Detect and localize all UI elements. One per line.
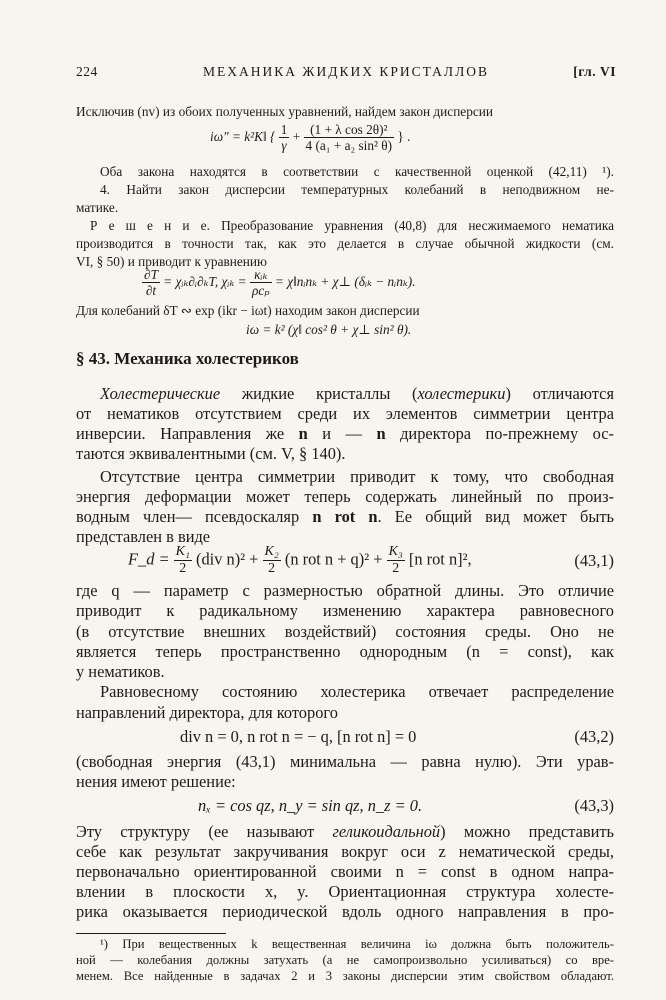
solution-text-line: производится в точности так, как это делается в случае обычной жидкости (см. <box>76 236 614 251</box>
paragraph-line: у нематиков. <box>76 662 165 681</box>
paragraph-line: от нематиков отсутствием среди их элементов симметрии центра <box>76 404 614 423</box>
paragraph-line: влении в плоскости x, y. Ориентационная структура холесте- <box>76 882 614 901</box>
paragraph-line: приводит к радикальному изменению характера равновесного <box>76 601 614 620</box>
paragraph-line: Холестерические жидкие кристаллы (холестерики) отличаются <box>100 384 614 403</box>
paragraph-line: где q — параметр с размерностью обратной длины. Это отличие <box>76 581 614 600</box>
equation-equilibrium: div n = 0, n rot n = − q, [n rot n] = 0 <box>180 727 417 746</box>
solution-text-line: Для колебаний δT ∾ exp (ikr − iωt) находим закон дисперсии <box>76 303 420 318</box>
paragraph-line: нения имеют решение: <box>76 772 236 791</box>
paragraph-line: Равновесному состоянию холестерика отвечает распределение <box>100 682 614 701</box>
page-number: 224 <box>76 64 98 79</box>
paragraph-line: рика оказывается периодической вдоль одного направления в про- <box>76 902 614 921</box>
solution-text-line: Р е ш е н и е. Преобразование уравнения (40,8) для несжимаемого нематика <box>90 218 614 233</box>
paragraph-line: (в отсутствие внешних воздействий) состояния среды. Оно не <box>76 622 614 641</box>
footnote-line: менем. Все найденные в задачах 2 и 3 законы дисперсии этим свойством обладают. <box>76 969 614 983</box>
paragraph-line: таются эквивалентными (см. V, § 140). <box>76 444 346 463</box>
paragraph-line: является теперь пространственно однородным (n = const), как <box>76 642 614 661</box>
paragraph-line: представлен в виде <box>76 527 211 546</box>
paragraph-line: энергия деформации может теперь содержать линейный по произ- <box>76 487 614 506</box>
problem-text-line: матике. <box>76 200 119 215</box>
equation-heat: $\frac{\partial T}{\partial t}$ = χᵢₖ∂ᵢ∂ₖT, χᵢₖ = $\frac{\text{κᵢₖ}}{\text{ρcₚ}}$ = χ‖nᵢnₖ + χ⊥ (δᵢₖ − nᵢnₖ). <box>144 267 416 299</box>
running-title: МЕХАНИКА ЖИДКИХ КРИСТАЛЛОВ <box>203 64 489 79</box>
equation-free-energy: F_d = $\frac{\text{K₁}}{2}$ (div n)² + $\frac{\text{K₂}}{2}$ (n rot n + q)² + $\frac{\text{K₃}}{2}$ [n rot n]², <box>128 544 472 577</box>
equation-helix-solution: nₓ = cos qz, n_y = sin qz, n_z = 0. <box>198 796 423 815</box>
footnote-rule <box>76 933 226 934</box>
chapter-label: [гл. VI <box>573 64 616 79</box>
fraction: $\frac{\text{(1 + λ cos 2θ)²}}{\text{4 (a₁ + a₂ sin² θ)}}$ <box>305 122 393 154</box>
equation-number: (43,1) <box>574 551 614 570</box>
paragraph-line: (свободная энергия (43,1) минимальна — равна нулю). Эти урав- <box>76 752 614 771</box>
paragraph-line: инверсии. Направления же n и — n директора по-прежнему ос- <box>76 424 614 443</box>
paragraph-line: первоначально ориентированной своими n = const в одном напра- <box>76 862 614 881</box>
problem-text-line: 4. Найти закон дисперсии температурных колебаний в неподвижном не- <box>100 182 614 197</box>
equation-number: (43,3) <box>574 796 614 815</box>
footnote-line: ¹) При вещественных k вещественная величина iω должна быть положитель- <box>100 937 614 951</box>
running-header <box>76 64 616 84</box>
problem-text-line: Исключив (nv) из обоих полученных уравнений, найдем закон дисперсии <box>76 104 493 119</box>
paragraph-line: Отсутствие центра симметрии приводит к тому, что свободная <box>100 467 614 486</box>
paragraph-line: водным член— псевдоскаляр n rot n. Ее общий вид может быть <box>76 507 614 526</box>
paragraph-line: Эту структуру (ее называют геликоидальной) можно представить <box>76 822 615 841</box>
equation-dispersion-2: iω = k² (χ‖ cos² θ + χ⊥ sin² θ). <box>246 322 412 337</box>
section-heading: § 43. Механика холестериков <box>76 349 299 368</box>
footnote-line: ной — колебания должны затухать (а не самопроизвольно усиливаться) со вре- <box>76 953 614 967</box>
fraction: $\frac{1}{\gamma}$ <box>280 122 288 154</box>
equation-number: (43,2) <box>574 727 614 746</box>
paragraph-line: себе как результат закручивания вокруг оси z нематической среды, <box>76 842 614 861</box>
paragraph-line: направлений директора, для которого <box>76 703 338 722</box>
equation-dispersion-1: iω″ = k²K‖ { $\frac{1}{\gamma}$ + $\frac{\text{(1 + λ cos 2θ)²}}{\text{4 (a₁ + a₂ sin² θ)}}$ } . <box>210 122 411 154</box>
solution-text-line: VI, § 50) и приводит к уравнению <box>76 254 267 269</box>
problem-text-line: Оба закона находятся в соответствии с качественной оценкой (42,11) ¹). <box>100 164 614 179</box>
